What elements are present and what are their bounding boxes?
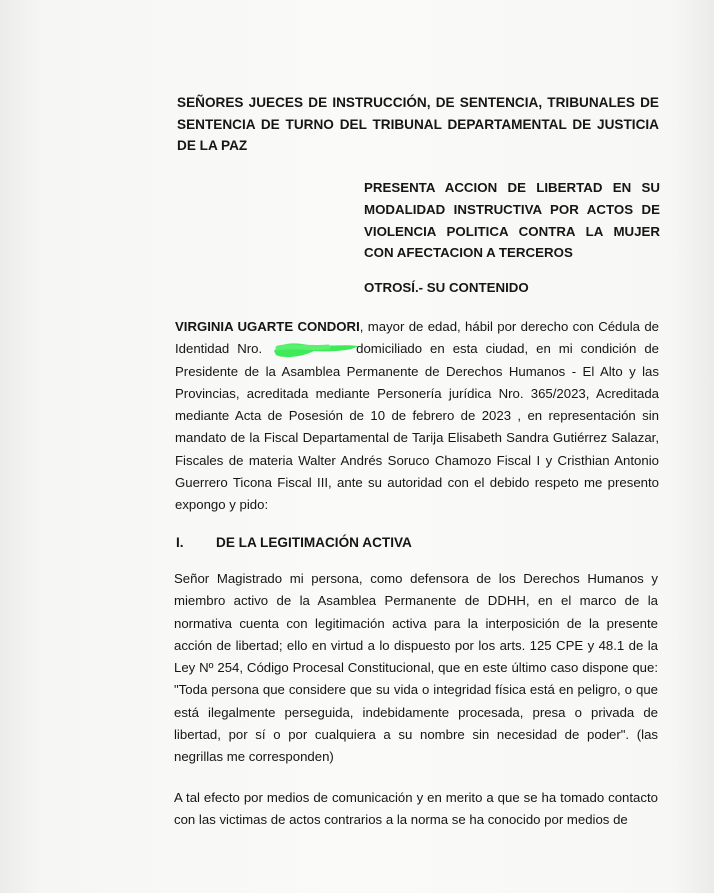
intro-text-before-id: , mayor de edad, hábil por derecho con Cédula de Identidad Nro. (175, 319, 659, 357)
intro-text-after-id: domiciliado en esta ciudad, en mi condición de Presidente de la Asamblea Permanente de Derechos Humanos - El Alto y las Provincias, acreditada mediante Personería jurídica Nro. 365/2023, Acreditada mediante Acta de Posesión de 10 de febrero de 2023 , en representación sin mandato de la Fiscal Departamental de Tarija Elisabeth Sandra Gutiérrez Salazar, Fiscales de materia Walter Andrés Soruco Chamozo Fiscal I y Cristhian Antonio Guerrero Ticona Fiscal III, ante su autoridad con el debido respeto me presento expongo y pido: (175, 341, 659, 513)
id-redaction-mark (268, 335, 360, 361)
section-number: I. (176, 535, 184, 550)
court-heading: SEÑORES JUECES DE INSTRUCCIÓN, DE SENTENCIA, TRIBUNALES DE SENTENCIA DE TURNO DEL TRIBUNAL DEPARTAMENTAL DE JUSTICIA DE LA PAZ (177, 95, 659, 153)
last-paragraph: A tal efecto por medios de comunicación y en merito a que se ha tomado contacto con las victimas de actos contrarios a la norma se ha conocido por medios de (174, 790, 658, 828)
section-title: DE LA LEGITIMACIÓN ACTIVA (216, 535, 412, 550)
otrosi-line: OTROSÍ.- SU CONTENIDO (364, 280, 529, 295)
section-paragraph: Señor Magistrado mi persona, como defensora de los Derechos Humanos y miembro activo de la Asamblea Permanente de DDHH, en el marco de la normativa cuenta con legitimación activa para la interposición de la presente acción de libertad; ello en virtud a lo dispuesto por los arts. 125 CPE y 48.1 de la Ley Nº 254, Código Procesal Constitucional, que en este último caso dispone que: "Toda persona que considere que su vida o integridad física está en peligro, o que está ilegalmente perseguida, indebidamente procesada, presa o privada de libertad, por sí o por cualquiera a su nombre sin necesidad de poder". (las negrillas me corresponden) (174, 571, 658, 765)
petitioner-name: VIRGINIA UGARTE CONDORI (175, 319, 360, 334)
filing-subject: PRESENTA ACCION DE LIBERTAD EN SU MODALIDAD INSTRUCTIVA POR ACTOS DE VIOLENCIA POLITICA CONTRA LA MUJER CON AFECTACION A TERCEROS (364, 180, 660, 261)
intro-paragraph (175, 316, 659, 517)
